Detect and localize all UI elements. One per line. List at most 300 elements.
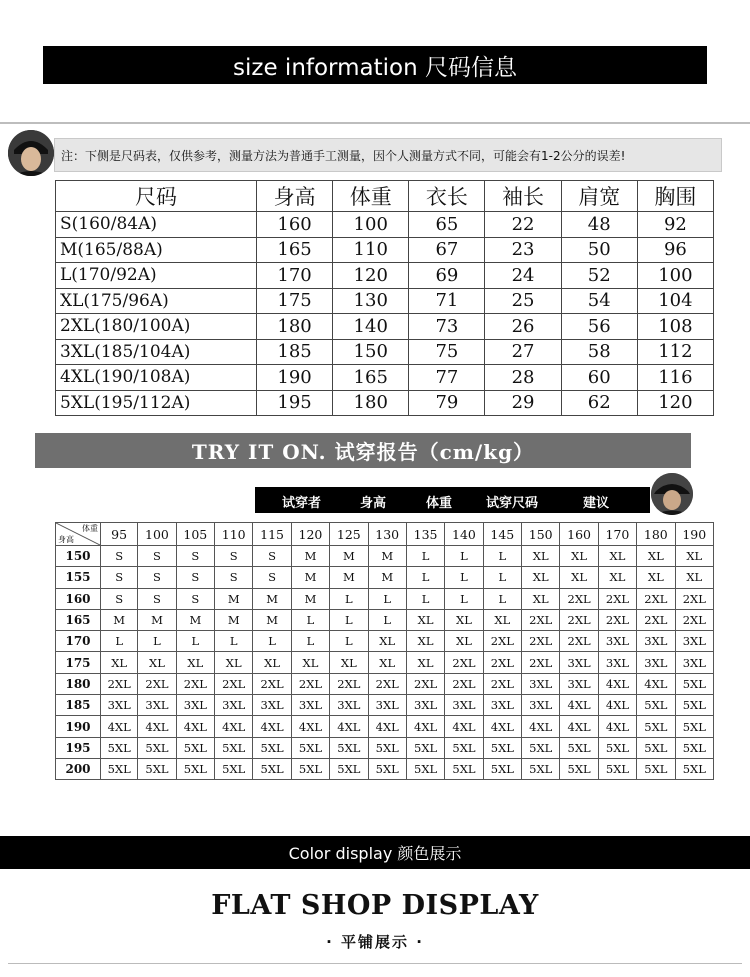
recommended-size-cell: 2XL	[138, 673, 176, 694]
recommended-size-cell: 2XL	[675, 588, 713, 609]
recommended-size-cell: 5XL	[522, 737, 560, 758]
size-notice	[54, 138, 722, 172]
recommended-size-cell: 4XL	[406, 716, 444, 737]
recommended-size-cell: S	[176, 567, 214, 588]
size-value-cell: 180	[257, 314, 333, 340]
recommended-size-cell: 4XL	[101, 716, 138, 737]
recommended-size-cell: 5XL	[368, 758, 406, 779]
recommended-size-cell: 5XL	[637, 716, 675, 737]
corner-weight-label: 体重	[82, 524, 98, 533]
size-value-cell: 58	[561, 339, 637, 365]
recommended-size-cell: XL	[330, 652, 368, 673]
size-value-cell: 116	[637, 365, 713, 391]
size-label-cell: L(170/92A)	[56, 263, 257, 289]
size-value-cell: 160	[257, 212, 333, 238]
recommended-size-cell: S	[138, 588, 176, 609]
recommended-size-cell: 2XL	[445, 652, 483, 673]
weight-header-cell: 160	[560, 523, 598, 546]
recommend-row	[56, 652, 714, 673]
size-label-cell: 4XL(190/108A)	[56, 365, 257, 391]
report-header-height: 身高	[360, 496, 387, 511]
weight-header-cell: 145	[483, 523, 521, 546]
recommended-size-cell: 5XL	[598, 737, 636, 758]
recommended-size-cell: 5XL	[215, 737, 253, 758]
recommended-size-cell: 5XL	[101, 758, 138, 779]
size-value-cell: 175	[257, 288, 333, 314]
recommended-size-cell: L	[176, 631, 214, 652]
size-recommendation-table	[55, 522, 714, 780]
size-value-cell: 100	[637, 263, 713, 289]
recommended-size-cell: 3XL	[445, 695, 483, 716]
size-value-cell: 120	[333, 263, 409, 289]
recommended-size-cell: L	[406, 567, 444, 588]
size-value-cell: 69	[409, 263, 485, 289]
recommend-row	[56, 758, 714, 779]
size-value-cell: 71	[409, 288, 485, 314]
recommended-size-cell: 3XL	[291, 695, 329, 716]
size-value-cell: 54	[561, 288, 637, 314]
weight-header-cell: 190	[675, 523, 713, 546]
recommended-size-cell: M	[215, 609, 253, 630]
recommend-corner-cell	[56, 523, 101, 546]
recommended-size-cell: 2XL	[560, 631, 598, 652]
recommended-size-cell: 5XL	[483, 758, 521, 779]
recommended-size-cell: M	[330, 567, 368, 588]
recommended-size-cell: S	[138, 546, 176, 567]
recommended-size-cell: L	[291, 609, 329, 630]
recommended-size-cell: 4XL	[598, 716, 636, 737]
recommended-size-cell: S	[176, 546, 214, 567]
recommended-size-cell: 5XL	[406, 737, 444, 758]
recommended-size-cell: 2XL	[598, 588, 636, 609]
weight-header-cell: 120	[291, 523, 329, 546]
height-cell: 155	[56, 567, 101, 588]
recommended-size-cell: XL	[598, 546, 636, 567]
recommended-size-cell: 3XL	[101, 695, 138, 716]
size-value-cell: 120	[637, 390, 713, 416]
weight-header-cell: 130	[368, 523, 406, 546]
recommended-size-cell: 4XL	[598, 673, 636, 694]
recommended-size-cell: 4XL	[368, 716, 406, 737]
height-cell: 160	[56, 588, 101, 609]
recommended-size-cell: 2XL	[483, 652, 521, 673]
size-value-cell: 110	[333, 237, 409, 263]
recommended-size-cell: M	[101, 609, 138, 630]
recommended-size-cell: 2XL	[215, 673, 253, 694]
weight-header-cell: 170	[598, 523, 636, 546]
recommended-size-cell: 3XL	[253, 695, 291, 716]
recommended-size-cell: 5XL	[598, 758, 636, 779]
recommended-size-cell: 3XL	[560, 673, 598, 694]
recommended-size-cell: 2XL	[291, 673, 329, 694]
recommend-row	[56, 716, 714, 737]
weight-header-cell: 95	[101, 523, 138, 546]
recommended-size-cell: M	[138, 609, 176, 630]
recommended-size-cell: 5XL	[101, 737, 138, 758]
recommended-size-cell: 3XL	[522, 673, 560, 694]
recommended-size-cell: 2XL	[560, 588, 598, 609]
recommended-size-cell: XL	[253, 652, 291, 673]
recommend-header-row	[56, 523, 714, 546]
recommended-size-cell: XL	[445, 631, 483, 652]
divider	[8, 963, 742, 964]
size-value-cell: 52	[561, 263, 637, 289]
recommended-size-cell: 2XL	[483, 673, 521, 694]
recommended-size-cell: XL	[445, 609, 483, 630]
recommend-row	[56, 631, 714, 652]
recommended-size-cell: M	[291, 546, 329, 567]
size-value-cell: 77	[409, 365, 485, 391]
recommended-size-cell: 5XL	[291, 758, 329, 779]
recommended-size-cell: 4XL	[560, 695, 598, 716]
size-value-cell: 67	[409, 237, 485, 263]
recommended-size-cell: L	[330, 588, 368, 609]
size-label-cell: 2XL(180/100A)	[56, 314, 257, 340]
recommended-size-cell: 2XL	[101, 673, 138, 694]
recommended-size-cell: XL	[368, 631, 406, 652]
height-cell: 190	[56, 716, 101, 737]
recommended-size-cell: 4XL	[176, 716, 214, 737]
size-table-header-cell: 衣长	[409, 181, 485, 212]
recommended-size-cell: 5XL	[253, 758, 291, 779]
recommended-size-cell: XL	[522, 588, 560, 609]
size-value-cell: 100	[333, 212, 409, 238]
recommended-size-cell: 2XL	[406, 673, 444, 694]
recommended-size-cell: 3XL	[215, 695, 253, 716]
recommended-size-cell: 2XL	[330, 673, 368, 694]
weight-header-cell: 140	[445, 523, 483, 546]
recommended-size-cell: 5XL	[675, 737, 713, 758]
recommended-size-cell: M	[291, 567, 329, 588]
size-value-cell: 50	[561, 237, 637, 263]
size-value-cell: 130	[333, 288, 409, 314]
recommended-size-cell: 3XL	[138, 695, 176, 716]
recommended-size-cell: 3XL	[675, 631, 713, 652]
recommended-size-cell: L	[483, 588, 521, 609]
recommended-size-cell: 5XL	[675, 695, 713, 716]
recommended-size-cell: 2XL	[253, 673, 291, 694]
size-value-cell: 25	[485, 288, 561, 314]
size-value-cell: 27	[485, 339, 561, 365]
recommended-size-cell: 5XL	[215, 758, 253, 779]
recommended-size-cell: 4XL	[330, 716, 368, 737]
recommended-size-cell: 4XL	[522, 716, 560, 737]
recommended-size-cell: 5XL	[560, 737, 598, 758]
recommended-size-cell: S	[101, 567, 138, 588]
recommended-size-cell: L	[406, 588, 444, 609]
size-label-cell: 5XL(195/112A)	[56, 390, 257, 416]
recommend-row	[56, 609, 714, 630]
recommended-size-cell: 2XL	[522, 631, 560, 652]
recommended-size-cell: S	[101, 588, 138, 609]
recommended-size-cell: XL	[406, 609, 444, 630]
size-value-cell: 185	[257, 339, 333, 365]
size-table-header-cell: 胸围	[637, 181, 713, 212]
recommended-size-cell: 3XL	[637, 652, 675, 673]
recommended-size-cell: 2XL	[522, 652, 560, 673]
recommended-size-cell: L	[445, 546, 483, 567]
recommended-size-cell: 5XL	[291, 737, 329, 758]
size-table-header-cell: 身高	[257, 181, 333, 212]
divider	[0, 122, 750, 124]
size-value-cell: 23	[485, 237, 561, 263]
recommended-size-cell: 5XL	[675, 673, 713, 694]
recommended-size-cell: M	[253, 609, 291, 630]
size-label-cell: S(160/84A)	[56, 212, 257, 238]
size-table-header-cell: 肩宽	[561, 181, 637, 212]
recommended-size-cell: XL	[138, 652, 176, 673]
recommended-size-cell: S	[176, 588, 214, 609]
recommended-size-cell: S	[215, 567, 253, 588]
height-cell: 175	[56, 652, 101, 673]
recommended-size-cell: 5XL	[330, 737, 368, 758]
recommended-size-cell: 5XL	[176, 737, 214, 758]
recommended-size-cell: L	[368, 609, 406, 630]
size-value-cell: 28	[485, 365, 561, 391]
color-display-banner	[0, 836, 750, 869]
weight-header-cell: 125	[330, 523, 368, 546]
recommended-size-cell: 5XL	[522, 758, 560, 779]
size-table-row	[56, 263, 714, 289]
recommended-size-cell: 5XL	[138, 737, 176, 758]
recommended-size-cell: XL	[368, 652, 406, 673]
recommended-size-cell: S	[138, 567, 176, 588]
recommended-size-cell: S	[253, 567, 291, 588]
size-table-row	[56, 390, 714, 416]
height-cell: 170	[56, 631, 101, 652]
recommended-size-cell: L	[445, 567, 483, 588]
weight-header-cell: 110	[215, 523, 253, 546]
recommended-size-cell: S	[253, 546, 291, 567]
size-table-row	[56, 288, 714, 314]
tester-avatar	[651, 473, 693, 515]
recommended-size-cell: M	[330, 546, 368, 567]
recommended-size-cell: L	[483, 546, 521, 567]
recommended-size-cell: 2XL	[637, 609, 675, 630]
tryon-title: TRY IT ON. 试穿报告（cm/kg）	[191, 440, 535, 464]
recommended-size-cell: 4XL	[291, 716, 329, 737]
recommended-size-cell: 4XL	[138, 716, 176, 737]
height-cell: 150	[56, 546, 101, 567]
recommended-size-cell: XL	[637, 546, 675, 567]
size-info-banner	[43, 46, 707, 84]
recommend-row	[56, 737, 714, 758]
recommended-size-cell: 2XL	[560, 609, 598, 630]
size-label-cell: M(165/88A)	[56, 237, 257, 263]
recommended-size-cell: M	[368, 546, 406, 567]
size-table-header-row	[56, 181, 714, 212]
recommended-size-cell: XL	[215, 652, 253, 673]
recommended-size-cell: 2XL	[483, 631, 521, 652]
size-table-header-cell: 袖长	[485, 181, 561, 212]
recommended-size-cell: XL	[675, 567, 713, 588]
size-value-cell: 140	[333, 314, 409, 340]
recommended-size-cell: L	[215, 631, 253, 652]
weight-header-cell: 150	[522, 523, 560, 546]
recommended-size-cell: S	[215, 546, 253, 567]
size-table-header-cell: 尺码	[56, 181, 257, 212]
recommend-row	[56, 695, 714, 716]
recommended-size-cell: XL	[522, 546, 560, 567]
flat-display-subtitle: · 平铺展示 ·	[326, 933, 424, 951]
size-value-cell: 108	[637, 314, 713, 340]
height-cell: 165	[56, 609, 101, 630]
size-value-cell: 60	[561, 365, 637, 391]
size-table	[55, 180, 714, 416]
model-avatar	[8, 130, 54, 176]
recommended-size-cell: 4XL	[253, 716, 291, 737]
recommended-size-cell: 5XL	[330, 758, 368, 779]
recommended-size-cell: L	[330, 631, 368, 652]
recommended-size-cell: XL	[675, 546, 713, 567]
size-table-row	[56, 339, 714, 365]
size-value-cell: 165	[257, 237, 333, 263]
height-cell: 200	[56, 758, 101, 779]
recommended-size-cell: XL	[560, 567, 598, 588]
recommended-size-cell: M	[291, 588, 329, 609]
recommended-size-cell: M	[368, 567, 406, 588]
size-table-row	[56, 365, 714, 391]
recommended-size-cell: 3XL	[598, 652, 636, 673]
recommended-size-cell: M	[253, 588, 291, 609]
weight-header-cell: 105	[176, 523, 214, 546]
recommended-size-cell: L	[368, 588, 406, 609]
recommended-size-cell: L	[253, 631, 291, 652]
size-value-cell: 104	[637, 288, 713, 314]
recommend-row	[56, 588, 714, 609]
recommended-size-cell: 3XL	[560, 652, 598, 673]
recommended-size-cell: XL	[176, 652, 214, 673]
recommended-size-cell: 2XL	[637, 588, 675, 609]
recommended-size-cell: 4XL	[483, 716, 521, 737]
recommended-size-cell: 5XL	[675, 716, 713, 737]
recommended-size-cell: 4XL	[637, 673, 675, 694]
recommended-size-cell: 3XL	[406, 695, 444, 716]
size-value-cell: 190	[257, 365, 333, 391]
recommended-size-cell: XL	[560, 546, 598, 567]
size-value-cell: 73	[409, 314, 485, 340]
size-value-cell: 112	[637, 339, 713, 365]
size-table-row	[56, 237, 714, 263]
report-header-advice: 建议	[583, 496, 610, 511]
size-value-cell: 180	[333, 390, 409, 416]
size-value-cell: 26	[485, 314, 561, 340]
recommended-size-cell: 4XL	[215, 716, 253, 737]
recommended-size-cell: XL	[406, 652, 444, 673]
size-table-row	[56, 212, 714, 238]
recommended-size-cell: 3XL	[176, 695, 214, 716]
recommend-row	[56, 673, 714, 694]
recommended-size-cell: 5XL	[138, 758, 176, 779]
size-value-cell: 96	[637, 237, 713, 263]
size-table-row	[56, 314, 714, 340]
recommend-row	[56, 567, 714, 588]
recommended-size-cell: 2XL	[368, 673, 406, 694]
recommended-size-cell: 5XL	[406, 758, 444, 779]
recommended-size-cell: M	[215, 588, 253, 609]
weight-header-cell: 115	[253, 523, 291, 546]
height-cell: 185	[56, 695, 101, 716]
recommended-size-cell: XL	[291, 652, 329, 673]
recommended-size-cell: 3XL	[330, 695, 368, 716]
recommended-size-cell: 5XL	[675, 758, 713, 779]
size-table-header-cell: 体重	[333, 181, 409, 212]
corner-height-label: 身高	[58, 535, 74, 544]
recommended-size-cell: 5XL	[368, 737, 406, 758]
weight-header-cell: 135	[406, 523, 444, 546]
recommended-size-cell: L	[406, 546, 444, 567]
recommended-size-cell: 4XL	[598, 695, 636, 716]
recommended-size-cell: 5XL	[176, 758, 214, 779]
height-cell: 195	[56, 737, 101, 758]
recommended-size-cell: 5XL	[445, 737, 483, 758]
report-header-weight: 体重	[426, 496, 453, 511]
recommended-size-cell: 5XL	[637, 695, 675, 716]
report-header-size: 试穿尺码	[486, 496, 539, 511]
tryon-report-bar	[255, 487, 650, 513]
tryon-banner	[35, 433, 691, 468]
size-value-cell: 65	[409, 212, 485, 238]
recommended-size-cell: 5XL	[445, 758, 483, 779]
recommended-size-cell: XL	[101, 652, 138, 673]
size-value-cell: 150	[333, 339, 409, 365]
recommended-size-cell: L	[101, 631, 138, 652]
recommended-size-cell: 3XL	[483, 695, 521, 716]
recommended-size-cell: 2XL	[176, 673, 214, 694]
recommended-size-cell: 4XL	[560, 716, 598, 737]
recommended-size-cell: 2XL	[675, 609, 713, 630]
recommended-size-cell: 5XL	[637, 737, 675, 758]
recommended-size-cell: 3XL	[522, 695, 560, 716]
size-value-cell: 62	[561, 390, 637, 416]
recommended-size-cell: XL	[406, 631, 444, 652]
recommended-size-cell: 5XL	[253, 737, 291, 758]
color-display-title: Color display 颜色展示	[288, 844, 462, 863]
weight-header-cell: 100	[138, 523, 176, 546]
size-value-cell: 48	[561, 212, 637, 238]
recommended-size-cell: 3XL	[368, 695, 406, 716]
size-value-cell: 56	[561, 314, 637, 340]
size-value-cell: 79	[409, 390, 485, 416]
recommend-row	[56, 546, 714, 567]
notice-text: 注：下侧是尺码表，仅供参考，测量方法为普通手工测量，因个人测量方式不同，可能会有1-2公分的误差!	[61, 148, 626, 163]
size-value-cell: 92	[637, 212, 713, 238]
recommended-size-cell: L	[483, 567, 521, 588]
size-value-cell: 75	[409, 339, 485, 365]
recommended-size-cell: 2XL	[598, 609, 636, 630]
size-value-cell: 22	[485, 212, 561, 238]
recommended-size-cell: XL	[483, 609, 521, 630]
recommended-size-cell: XL	[598, 567, 636, 588]
recommended-size-cell: 3XL	[637, 631, 675, 652]
size-value-cell: 170	[257, 263, 333, 289]
recommended-size-cell: 3XL	[598, 631, 636, 652]
recommended-size-cell: S	[101, 546, 138, 567]
recommended-size-cell: 5XL	[637, 758, 675, 779]
recommended-size-cell: L	[291, 631, 329, 652]
recommended-size-cell: L	[138, 631, 176, 652]
size-value-cell: 165	[333, 365, 409, 391]
recommended-size-cell: 2XL	[522, 609, 560, 630]
recommended-size-cell: L	[330, 609, 368, 630]
flat-display-title: FLAT SHOP DISPLAY	[211, 890, 539, 921]
recommended-size-cell: XL	[637, 567, 675, 588]
recommended-size-cell: 3XL	[675, 652, 713, 673]
recommended-size-cell: XL	[522, 567, 560, 588]
size-info-title: size information 尺码信息	[233, 54, 517, 81]
recommended-size-cell: M	[176, 609, 214, 630]
size-value-cell: 24	[485, 263, 561, 289]
